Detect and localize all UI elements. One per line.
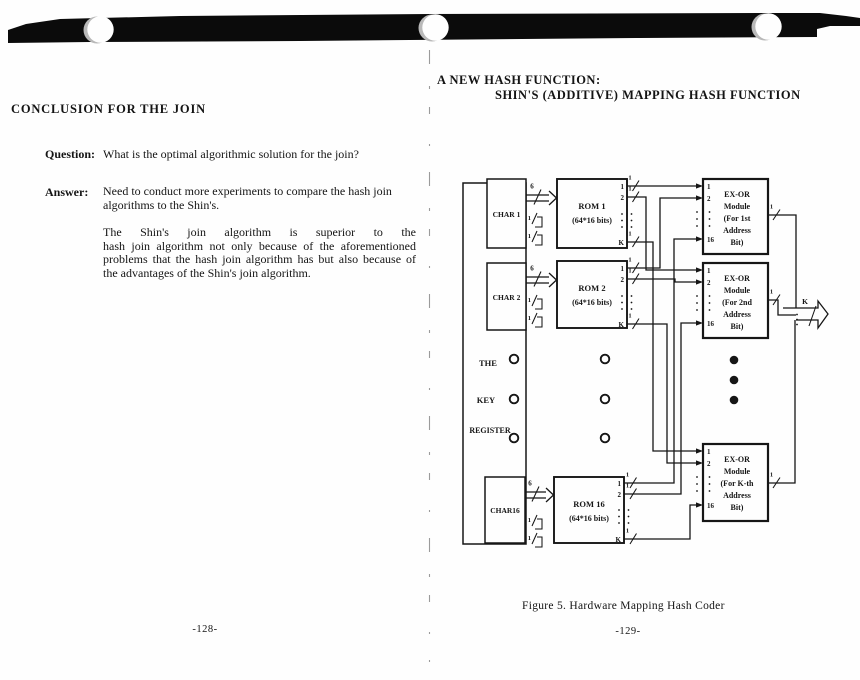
svg-text:1: 1 — [769, 288, 774, 296]
figure-5-diagram — [450, 168, 850, 580]
exor-port: 2 — [707, 279, 711, 287]
rom-port: K — [618, 239, 624, 247]
svg-text:Bit): Bit) — [730, 238, 744, 247]
bus-width-label: 6 — [528, 479, 532, 488]
rom-1-box — [557, 179, 627, 248]
exor-port: 1 — [707, 183, 711, 191]
char-label: CHAR 2 — [492, 293, 521, 302]
register-word: REGISTER — [469, 426, 511, 435]
bus-arrow-rom2 — [526, 265, 557, 288]
exor-port: 2 — [707, 460, 711, 468]
answer-paragraph-2-line: problems that the hash join algorithm has but also because of — [103, 252, 416, 267]
rom-port: 1 — [620, 183, 624, 191]
answer-paragraph-2 — [103, 226, 416, 280]
bit-tap — [528, 515, 542, 529]
exor-port: 2 — [707, 195, 711, 203]
exor-port: 1 — [707, 267, 711, 275]
svg-text:1: 1 — [527, 297, 531, 304]
answer-paragraph-2-line: The Shin's join algorithm is superior to the — [103, 225, 416, 240]
rom-port: K — [615, 536, 621, 544]
chapter-heading-line1: A NEW HASH FUNCTION: — [437, 73, 601, 87]
figure-caption: Figure 5. Hardware Mapping Hash Coder — [522, 600, 725, 612]
ellipsis-circle — [601, 395, 610, 404]
register-ellipsis-circle — [510, 355, 519, 364]
svg-text:1: 1 — [628, 267, 632, 275]
svg-text:1: 1 — [527, 215, 531, 222]
svg-text:Bit): Bit) — [730, 503, 744, 512]
bus-width-label: 6 — [530, 264, 534, 273]
ellipsis-circle — [601, 355, 610, 364]
exor-boxes — [696, 179, 768, 521]
exor-column-ellipsis — [730, 356, 739, 405]
svg-text:1: 1 — [628, 185, 632, 193]
rom-port: 1 — [617, 480, 621, 488]
rom-size: (64*16 bits) — [572, 216, 612, 225]
answer-text — [103, 185, 416, 281]
rom-name: ROM 16 — [573, 499, 605, 509]
svg-text:EX-OR: EX-OR — [724, 455, 750, 464]
svg-text:Address: Address — [723, 310, 751, 319]
exor-port: 16 — [707, 236, 714, 244]
svg-text:(For 1st: (For 1st — [723, 214, 751, 223]
svg-text:1: 1 — [625, 527, 630, 535]
rom-size: (64*16 bits) — [569, 514, 609, 523]
char-label: CHAR 1 — [492, 210, 521, 219]
bit-tap — [528, 213, 542, 227]
svg-text:Module: Module — [723, 467, 751, 476]
chapter-heading-line2: SHIN'S (ADDITIVE) MAPPING HASH FUNCTION — [495, 88, 801, 102]
svg-text:Address: Address — [723, 226, 751, 235]
exor-port: 16 — [707, 502, 714, 510]
register-word: THE — [479, 358, 497, 368]
output-width-label: K — [802, 297, 808, 306]
binder-hole — [752, 13, 782, 40]
page-number-129: -129- — [615, 626, 641, 637]
svg-text:1: 1 — [527, 535, 531, 542]
bit-tap — [528, 295, 542, 309]
bus-arrow-rom16 — [526, 480, 554, 503]
svg-text:1: 1 — [527, 315, 531, 322]
svg-text:Module: Module — [723, 202, 751, 211]
exor-port: 16 — [707, 320, 714, 328]
svg-text:1: 1 — [628, 256, 632, 264]
bit-tap — [528, 231, 542, 245]
svg-text:1: 1 — [625, 482, 630, 490]
binder-hole — [419, 14, 449, 41]
bit-tap — [528, 313, 542, 327]
svg-text:1: 1 — [527, 517, 531, 524]
bit-tap — [528, 533, 542, 547]
rom-2-box — [557, 261, 627, 328]
char-bit-taps — [528, 213, 542, 547]
char-label: CHAR16 — [490, 506, 520, 515]
svg-text:EX-OR: EX-OR — [724, 190, 750, 199]
answer-paragraph-2-line: the advantages of the Shin's join algorithm. — [103, 265, 311, 280]
rom-size: (64*16 bits) — [572, 298, 612, 307]
register-word: KEY — [476, 395, 496, 405]
svg-text:(For 2nd: (For 2nd — [722, 298, 752, 307]
ellipsis-circle — [601, 434, 610, 443]
bit-width-marks — [626, 175, 639, 545]
exor-outputs — [768, 204, 796, 489]
exor-port: 1 — [707, 448, 711, 456]
svg-text:1: 1 — [628, 230, 632, 238]
svg-text:Bit): Bit) — [730, 322, 744, 331]
svg-text:1: 1 — [769, 203, 774, 211]
svg-text:1: 1 — [769, 471, 774, 479]
svg-text:1: 1 — [628, 174, 632, 182]
svg-text:Address: Address — [723, 491, 751, 500]
binding-strip — [8, 13, 860, 43]
svg-text:1: 1 — [628, 312, 632, 320]
rom-name: ROM 2 — [578, 283, 606, 293]
binder-hole — [84, 16, 114, 43]
bus-width-label: 6 — [530, 182, 534, 191]
question-text: What is the optimal algorithmic solution for the join? — [103, 147, 359, 161]
rom-to-exor-wires — [624, 175, 703, 545]
page-number-128: -128- — [192, 624, 218, 635]
rom-port: 2 — [617, 491, 621, 499]
answer-paragraph-1-line: algorithms to the Shin's. — [103, 197, 220, 212]
rom-16-box — [554, 477, 624, 543]
rom-port: 1 — [620, 265, 624, 273]
answer-paragraph-2-line: hash join algorithm not only because of the aforementioned — [103, 238, 416, 253]
question-label: Question: — [45, 147, 96, 161]
register-ellipsis-circle — [510, 434, 519, 443]
answer-paragraph-1-line: Need to conduct more experiments to compare the hash join — [103, 184, 392, 198]
rom-boxes — [554, 179, 632, 544]
rom-column-ellipsis — [601, 355, 610, 443]
section-heading: CONCLUSION FOR THE JOIN — [11, 102, 206, 116]
svg-text:Module: Module — [723, 286, 751, 295]
rom-port: K — [618, 321, 624, 329]
rom-name: ROM 1 — [578, 201, 606, 211]
bus-arrows — [526, 183, 557, 503]
hash-output-arrow — [783, 297, 828, 328]
svg-text:1: 1 — [527, 233, 531, 240]
answer-label: Answer: — [45, 185, 89, 199]
register-ellipsis-circle — [510, 395, 519, 404]
rom-port: 2 — [620, 194, 624, 202]
bus-arrow-rom1 — [526, 183, 557, 206]
svg-text:EX-OR: EX-OR — [724, 274, 750, 283]
svg-text:1: 1 — [625, 471, 630, 479]
svg-text:(For K-th: (For K-th — [720, 479, 754, 488]
rom-port: 2 — [620, 276, 624, 284]
